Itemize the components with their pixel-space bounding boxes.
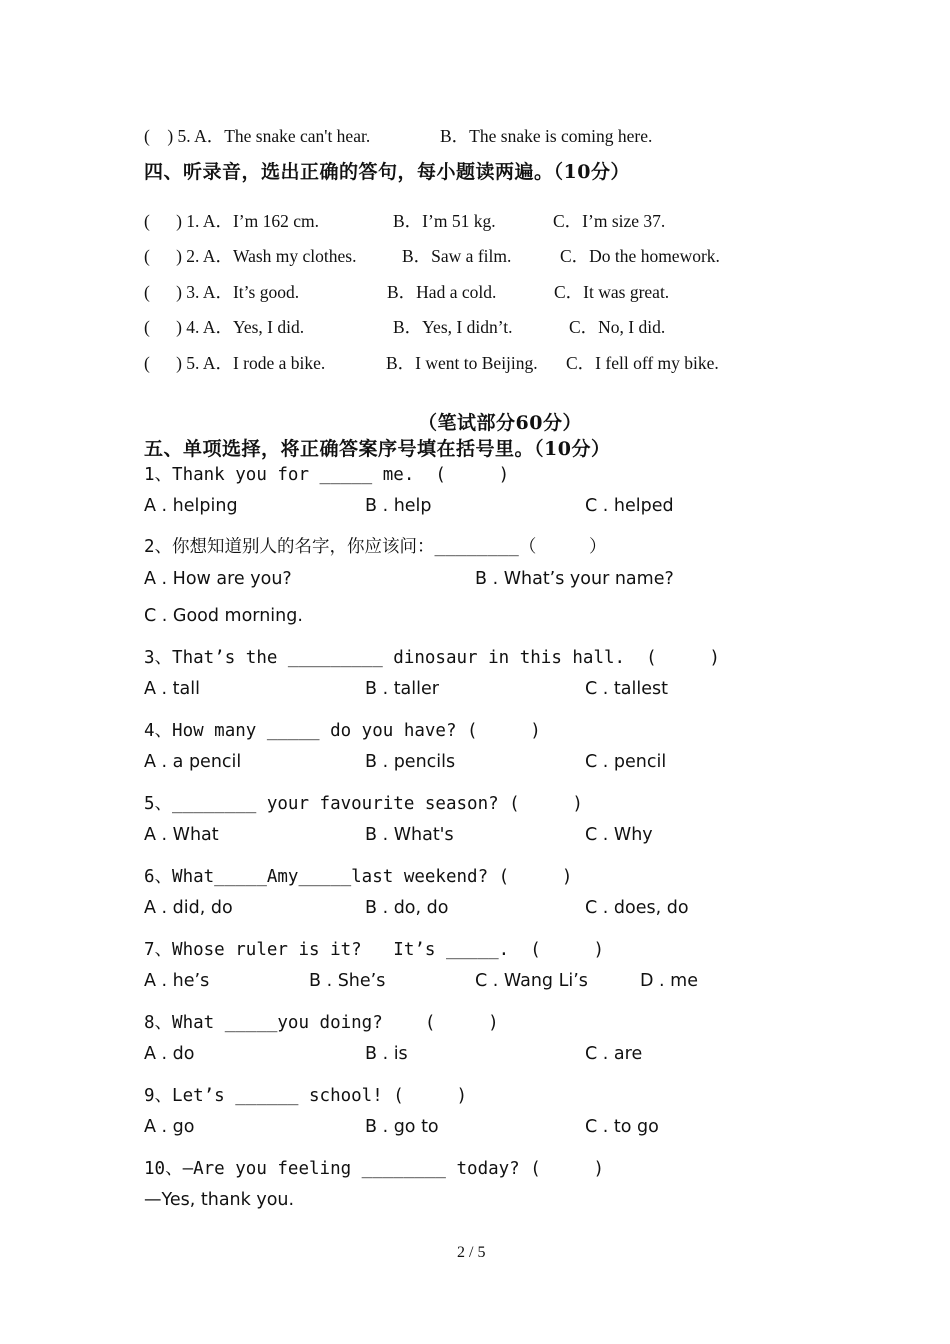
- q1-option-b: B . help: [365, 496, 432, 516]
- q10-reply: —Yes, thank you.: [144, 1190, 295, 1210]
- section4-q5-prefix: ( ) 5. A．I rode a bike.: [144, 353, 326, 373]
- section4-q2-option-b: B．Saw a film.: [402, 246, 512, 266]
- listening-q5-option-b: B．The snake is coming here.: [440, 126, 653, 146]
- q7-stem: 7、Whose ruler is it? It’s _____. ( ): [144, 940, 605, 960]
- q2-option-a: A . How are you?: [144, 569, 292, 589]
- q3-stem: 3、That’s the _________ dinosaur in this hall. ( ): [144, 648, 720, 668]
- q4-option-c: C . pencil: [585, 752, 667, 772]
- section4-q2-option-c: C．Do the homework.: [560, 246, 720, 266]
- q6-stem: 6、What_____Amy_____last weekend? ( ): [144, 867, 573, 887]
- q3-option-b: B . taller: [365, 679, 439, 699]
- q5-option-b: B . What's: [365, 825, 454, 845]
- section4-q5-option-b: B．I went to Beijing.: [386, 353, 538, 373]
- section4-q3-option-c: C．It was great.: [554, 282, 670, 302]
- q2-option-c: C . Good morning.: [144, 606, 303, 626]
- section4-q3-prefix: ( ) 3. A．It’s good.: [144, 282, 300, 302]
- q8-stem: 8、What _____you doing? ( ): [144, 1013, 499, 1033]
- q1-stem: 1、Thank you for _____ me. ( ): [144, 465, 510, 485]
- q7-option-c: C . Wang Li’s: [475, 971, 588, 991]
- section5-title: 五、单项选择，将正确答案序号填在括号里。（10分）: [144, 438, 611, 460]
- section4-q5-option-c: C．I fell off my bike.: [566, 353, 719, 373]
- q8-option-a: A . do: [144, 1044, 195, 1064]
- q2-stem: 2、你想知道别人的名字，你应该问：________（ ）: [144, 537, 607, 557]
- q9-stem: 9、Let’s ______ school! ( ): [144, 1086, 468, 1106]
- q4-option-b: B . pencils: [365, 752, 456, 772]
- q5-option-c: C . Why: [585, 825, 653, 845]
- q6-option-a: A . did, do: [144, 898, 233, 918]
- q9-option-a: A . go: [144, 1117, 195, 1137]
- section4-q1-option-c: C．I’m size 37.: [553, 211, 666, 231]
- q7-option-b: B . She’s: [309, 971, 386, 991]
- q6-option-b: B . do, do: [365, 898, 449, 918]
- q1-option-a: A . helping: [144, 496, 238, 516]
- listening-q5-prefix: ( ) 5. A．The snake can't hear.: [144, 126, 371, 146]
- section4-q4-option-b: B．Yes, I didn’t.: [393, 317, 513, 337]
- q7-option-a: A . he’s: [144, 971, 210, 991]
- section4-q1-prefix: ( ) 1. A．I’m 162 cm.: [144, 211, 319, 231]
- section4-q1-option-b: B．I’m 51 kg.: [393, 211, 496, 231]
- written-part-title: （笔试部分60分）: [418, 412, 582, 434]
- section4-title: 四、听录音，选出正确的答句，每小题读两遍。（10分）: [144, 161, 630, 183]
- page-number: 2 / 5: [457, 1244, 486, 1261]
- q2-option-b: B . What’s your name?: [475, 569, 674, 589]
- q5-option-a: A . What: [144, 825, 219, 845]
- q6-option-c: C . does, do: [585, 898, 689, 918]
- section4-q3-option-b: B．Had a cold.: [387, 282, 497, 302]
- q4-stem: 4、How many _____ do you have? ( ): [144, 721, 541, 741]
- section4-q2-prefix: ( ) 2. A．Wash my clothes.: [144, 246, 357, 266]
- q3-option-a: A . tall: [144, 679, 200, 699]
- q1-option-c: C . helped: [585, 496, 674, 516]
- q3-option-c: C . tallest: [585, 679, 668, 699]
- section4-q4-prefix: ( ) 4. A．Yes, I did.: [144, 317, 305, 337]
- q8-option-c: C . are: [585, 1044, 643, 1064]
- q9-option-c: C . to go: [585, 1117, 659, 1137]
- q10-stem: 10、—Are you feeling ________ today? ( ): [144, 1159, 605, 1179]
- q8-option-b: B . is: [365, 1044, 408, 1064]
- q5-stem: 5、________ your favourite season? ( ): [144, 794, 583, 814]
- q9-option-b: B . go to: [365, 1117, 439, 1137]
- q4-option-a: A . a pencil: [144, 752, 242, 772]
- q7-option-d: D . me: [640, 971, 698, 991]
- section4-q4-option-c: C．No, I did.: [569, 317, 666, 337]
